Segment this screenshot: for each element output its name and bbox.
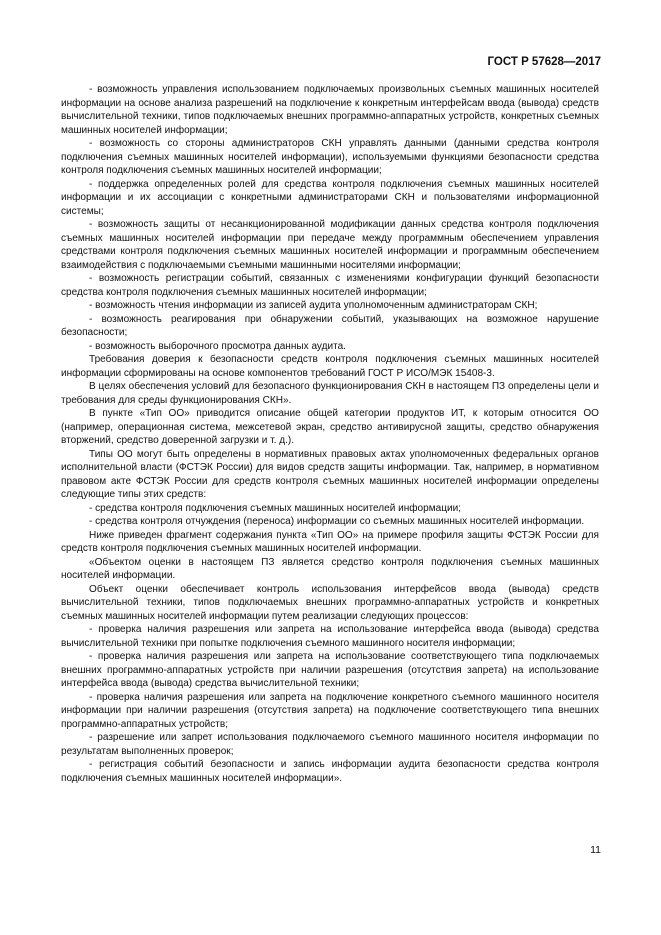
paragraph: В целях обеспечения условий для безопасного функционирования СКН в настоящем ПЗ определены цели и требования для среды функционирования СКН». (61, 381, 599, 406)
paragraph: Объект оценки обеспечивает контроль использования интерфейсов ввода (вывода) средств вычислительной техники, типов подключаемых внешних программно-аппаратных устройств и конкретных съемных машинных носителей информации путем реализации следующих процессов: (61, 583, 599, 622)
paragraph: - возможность управления использованием подключаемых произвольных съемных машинных носителей информации на основе анализа разрешений на подключение к конкретным интерфейсам ввода (вывода) средств вычислительной техники, типов подключаемых внешних программно-аппаратных устройств, конкретных съемных машинных носителей информации; (61, 84, 599, 136)
paragraph: - средства контроля подключения съемных машинных носителей информации; (89, 502, 461, 514)
paragraph: - возможность защиты от несанкционированной модификации данных средства контроля подключения съемных машинных носителей информации при передаче между программным обеспечением управления средствами контроля подключения съемных машинных носителей информации и программным обеспечением взаимодействия с подключаемыми съемными машинными носителями информации; (61, 219, 599, 271)
paragraph: - возможность выборочного просмотра данных аудита. (89, 340, 346, 352)
paragraph: - разрешение или запрет использования подключаемого съемного машинного носителя информации по результатам выполненных проверок; (61, 732, 599, 757)
paragraph: Типы ОО могут быть определены в нормативных правовых актах уполномоченных федеральных органов исполнительной власти (ФСТЭК России) для видов средств защиты информации. Так, например, в нормативном правовом акте ФСТЭК России для средств контроля съемных машинных носителей информации определены следующие типы этих средств: (61, 448, 599, 500)
document-body (61, 83, 599, 785)
paragraph: «Объектом оценки в настоящем ПЗ является средство контроля подключения съемных машинных носителей информации. (61, 556, 599, 581)
paragraph: - поддержка определенных ролей для средства контроля подключения съемных машинных носителей информации и их ассоциации с конкретными администраторами СКН и пользователями информационной системы; (61, 178, 599, 217)
paragraph: - возможность регистрации событий, связанных с изменениями конфигурации функций безопасности средства контроля подключения съемных машинных носителей информации; (61, 273, 599, 298)
page-number: 11 (590, 844, 601, 856)
paragraph: В пункте «Тип ОО» приводится описание общей категории продуктов ИТ, к которым относится ОО (например, операционная система, межсетевой экран, средство антивирусной защиты, средство обнаружения вторжений, средство доверенной загрузки и т. д.). (61, 408, 599, 446)
paragraph: - регистрация событий безопасности и запись информации аудита безопасности средства контроля подключения съемных машинных носителей информации». (61, 759, 599, 784)
document-header: ГОСТ Р 57628—2017 (487, 56, 601, 68)
paragraph: - возможность чтения информации из записей аудита уполномоченным администраторам СКН; (89, 300, 538, 311)
paragraph: - проверка наличия разрешения или запрета на использование соответствующего типа подключаемых внешних программно-аппаратных устройств при наличии разрешения (отсутствия запрета) на использование интерфейса ввода (вывода) средства вычислительной техники; (61, 651, 599, 689)
paragraph: - проверка наличия разрешения или запрета на использование интерфейса ввода (вывода) средства вычислительной техники при попытке подключения съемного машинного носителя информации; (61, 624, 599, 649)
paragraph: Требования доверия к безопасности средств контроля подключения съемных машинных носителей информации сформированы на основе компонентов требований ГОСТ Р ИСО/МЭК 15408-3. (61, 354, 599, 379)
paragraph: - возможность со стороны администраторов СКН управлять данными (данными средства контроля подключения съемных машинных носителей информации), используемыми функциями безопасности средства контроля подключения съемных машинных носителей информации; (61, 138, 599, 176)
paragraph: - проверка наличия разрешения или запрета на подключение конкретного съемного машинного носителя информации при наличии разрешения (отсутствия запрета) на подключение соответствующего типа внешних программно-аппаратных устройств; (61, 691, 599, 730)
paragraph: - средства контроля отчуждения (переноса) информации со съемных машинных носителей информации. (89, 516, 585, 527)
paragraph: Ниже приведен фрагмент содержания пункта «Тип ОО» на примере профиля защиты ФСТЭК России для средств контроля подключения съемных машинных носителей информации. (61, 529, 599, 554)
paragraph: - возможность реагирования при обнаружении событий, указывающих на возможное нарушение безопасности; (61, 313, 599, 338)
